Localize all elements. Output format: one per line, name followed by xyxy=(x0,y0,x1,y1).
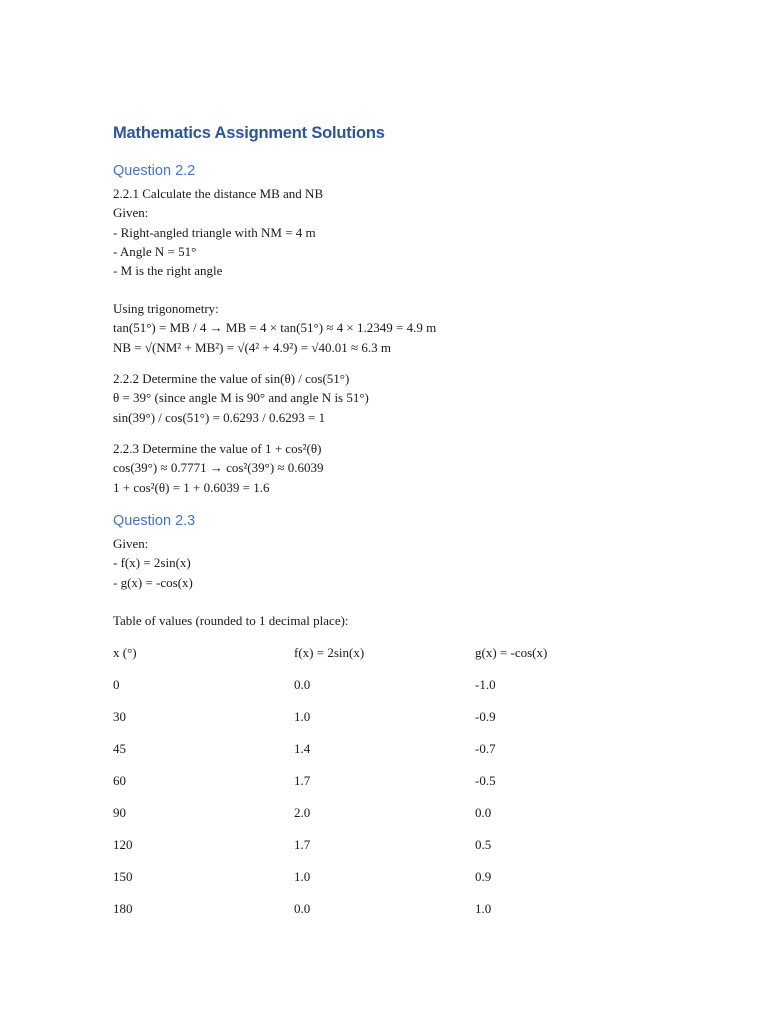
table-cell: 0.9 xyxy=(475,869,492,884)
table-cell: 1.7 xyxy=(294,837,311,852)
table-row xyxy=(113,675,673,707)
values-table xyxy=(113,643,673,931)
table-cell: 0.5 xyxy=(475,837,492,852)
table-cell: 120 xyxy=(113,837,133,852)
table-cell: 30 xyxy=(113,709,126,724)
q22-part2-block xyxy=(113,369,369,427)
table-cell: 0.0 xyxy=(294,677,311,692)
table-row xyxy=(113,899,673,931)
text-line: 1 + cos²(θ) = 1 + 0.6039 = 1.6 xyxy=(113,479,270,495)
table-row xyxy=(113,771,673,803)
table-cell: 90 xyxy=(113,805,126,820)
text-line: Using trigonometry: xyxy=(113,301,219,316)
table-header-cell: g(x) = -cos(x) xyxy=(475,645,548,660)
q23-given-block xyxy=(113,534,193,592)
text-line: Table of values (rounded to 1 decimal place): xyxy=(113,613,349,628)
text-line: 2.2.1 Calculate the distance MB and NB xyxy=(113,186,324,201)
table-row xyxy=(113,803,673,835)
table-header-row xyxy=(113,643,673,675)
table-cell: 0 xyxy=(113,677,120,692)
table-cell: -0.7 xyxy=(475,741,496,756)
table-cell: 0.0 xyxy=(294,901,311,916)
table-cell: 60 xyxy=(113,773,126,788)
table-cell: -0.5 xyxy=(475,773,496,788)
table-header-cell: x (°) xyxy=(113,645,137,660)
text-line: 2.2.2 Determine the value of sin(θ) / cos(51°) xyxy=(113,371,350,386)
text-line: - g(x) = -cos(x) xyxy=(113,574,193,590)
table-cell: -1.0 xyxy=(475,677,496,692)
text-line: - f(x) = 2sin(x) xyxy=(113,555,191,571)
table-cell: 1.0 xyxy=(294,709,311,724)
table-row xyxy=(113,835,673,867)
text-line: θ = 39° (since angle M is 90° and angle N is 51°) xyxy=(113,390,369,406)
table-cell: 2.0 xyxy=(294,805,311,820)
table-row xyxy=(113,707,673,739)
text-line: - Right-angled triangle with NM = 4 m xyxy=(113,224,316,240)
q22-part3-block xyxy=(113,439,324,497)
table-cell: 1.0 xyxy=(475,901,492,916)
table-cell: -0.9 xyxy=(475,709,496,724)
table-cell: 180 xyxy=(113,901,133,916)
text-line: - Angle N = 51° xyxy=(113,243,197,259)
text-line: Given: xyxy=(113,536,149,551)
text-line: - M is the right angle xyxy=(113,263,223,279)
text-line: NB = √(NM² + MB²) = √(4² + 4.9²) = √40.01 ≈ 6.3 m xyxy=(113,339,391,355)
text-line: sin(39°) / cos(51°) = 0.6293 / 0.6293 = 1 xyxy=(113,409,326,425)
text-line: 2.2.3 Determine the value of 1 + cos²(θ) xyxy=(113,441,322,456)
text-line: Given: xyxy=(113,205,149,221)
q22-given-block xyxy=(113,184,323,280)
table-cell: 1.7 xyxy=(294,773,311,788)
text-line: tan(51°) = MB / 4 → MB = 4 × tan(51°) ≈ 4 × 1.2349 = 4.9 m xyxy=(113,320,437,336)
table-header-cell: f(x) = 2sin(x) xyxy=(294,645,365,660)
table-caption xyxy=(113,611,349,630)
text-line: cos(39°) ≈ 0.7771 → cos²(39°) ≈ 0.6039 xyxy=(113,460,324,476)
question-2-2-heading: Question 2.2 xyxy=(113,163,196,179)
table-cell: 1.4 xyxy=(294,741,311,756)
table-cell: 1.0 xyxy=(294,869,311,884)
question-2-3-heading: Question 2.3 xyxy=(113,513,196,529)
table-row xyxy=(113,739,673,771)
q22-trig-block xyxy=(113,299,436,357)
document-title: Mathematics Assignment Solutions xyxy=(113,124,385,142)
table-row xyxy=(113,867,673,899)
table-cell: 45 xyxy=(113,741,126,756)
table-cell: 150 xyxy=(113,869,133,884)
table-cell: 0.0 xyxy=(475,805,492,820)
